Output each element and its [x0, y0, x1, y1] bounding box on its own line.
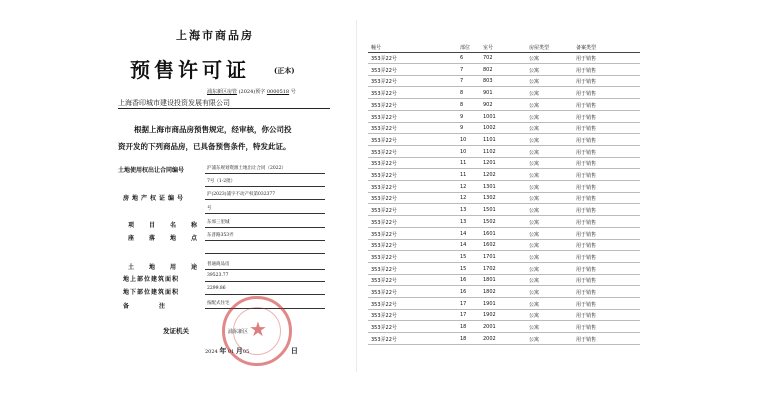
- cell-type: 公寓: [529, 149, 540, 156]
- table-row: [368, 123, 648, 134]
- field-line: [205, 213, 325, 214]
- cell-filing: 用于销售: [576, 184, 597, 191]
- table-row: [368, 334, 648, 345]
- cell-room: 1601: [483, 230, 496, 237]
- cell-type: 公寓: [529, 290, 540, 296]
- cell-type: 公寓: [529, 231, 540, 238]
- cell-type: 公寓: [529, 266, 540, 273]
- cell-building: 353弄22号: [371, 91, 397, 98]
- cell-filing: 用于销售: [576, 266, 597, 273]
- cell-filing: 用于销售: [576, 254, 597, 261]
- cell-building: 353弄22号: [371, 243, 397, 250]
- date-year-word: 年: [219, 346, 227, 355]
- table-row: [368, 252, 648, 263]
- table-row: [368, 275, 648, 286]
- cell-filing: 用于销售: [576, 336, 597, 343]
- field-value-deed: 沪(2023)浦字不动产权第032377: [207, 192, 276, 197]
- cell-type: 公寓: [529, 173, 540, 179]
- cell-floor: 15: [460, 253, 467, 260]
- cell-floor: 15: [460, 265, 467, 272]
- date-day-word: 日: [290, 346, 298, 355]
- field-value-deed-2: 号: [207, 206, 212, 211]
- field-line: [205, 281, 325, 282]
- table-row: [368, 135, 648, 146]
- cell-floor: 14: [460, 242, 467, 249]
- cell-room: 1001: [483, 113, 496, 120]
- field-line: [205, 227, 325, 228]
- field-label-project: 项目名称: [128, 222, 213, 229]
- page-fold: [356, 20, 357, 372]
- cell-type: 公寓: [529, 137, 540, 144]
- cell-building: 353弄22号: [371, 208, 397, 215]
- cell-room: 902: [483, 101, 493, 108]
- field-label-contract: 土地使用权出让合同编号: [118, 167, 185, 174]
- cell-room: 901: [483, 90, 493, 97]
- cell-filing: 用于销售: [576, 231, 597, 238]
- cell-room: 1301: [483, 183, 496, 190]
- table-row: [368, 158, 648, 169]
- cell-type: 公寓: [529, 208, 540, 215]
- table-row: [368, 76, 648, 87]
- serial-prefix: 浦东新区房管: [207, 89, 238, 95]
- cell-filing: 用于销售: [576, 149, 597, 156]
- table-row: [368, 147, 648, 158]
- date-month: 01: [227, 349, 235, 355]
- cell-floor: 8: [460, 101, 464, 108]
- cell-type: 公寓: [529, 243, 540, 250]
- field-line: [205, 269, 325, 270]
- cell-room: 1801: [483, 277, 496, 284]
- table-row: [368, 182, 648, 193]
- cell-type: 公寓: [529, 56, 540, 62]
- field-value-project: 东郊三里城: [207, 220, 230, 225]
- cell-type: 公寓: [529, 114, 540, 121]
- cell-building: 353弄22号: [371, 231, 397, 238]
- cell-floor: 7: [460, 78, 464, 85]
- cell-building: 353弄22号: [371, 266, 397, 273]
- cell-building: 353弄22号: [371, 173, 397, 179]
- cell-building: 353弄22号: [371, 161, 397, 168]
- cell-type: 公寓: [529, 325, 540, 332]
- field-label-deed: 房地产权证编号: [123, 195, 187, 202]
- cell-room: 2001: [483, 324, 496, 331]
- serial-number: 0000518: [266, 89, 290, 95]
- cell-building: 353弄22号: [371, 278, 397, 285]
- cell-filing: 用于销售: [576, 56, 597, 62]
- cell-floor: 17: [460, 312, 467, 319]
- cell-type: 公寓: [529, 79, 540, 86]
- field-value-notes: 按配式住宅: [207, 301, 230, 306]
- cell-type: 公寓: [529, 126, 540, 133]
- cell-building: 353弄22号: [371, 313, 397, 320]
- field-line: [205, 186, 325, 187]
- field-label-location: 座落地点: [128, 235, 213, 242]
- cell-building: 353弄22号: [371, 184, 397, 191]
- cell-room: 2002: [483, 335, 496, 342]
- certificate-title: 预售许可证: [130, 58, 250, 82]
- certificate-title-suffix: (正本): [274, 66, 295, 75]
- cell-building: 353弄22号: [371, 79, 397, 86]
- cell-floor: 10: [460, 136, 467, 143]
- cell-floor: 13: [460, 207, 467, 214]
- cell-room: 1202: [483, 172, 496, 178]
- cell-filing: 用于销售: [576, 126, 597, 133]
- cell-floor: 11: [460, 172, 467, 178]
- certificate-paragraph-line2: 资开发的下列商品房，已具备预售条件，特发此证。: [118, 142, 291, 151]
- cell-filing: 用于销售: [576, 313, 597, 320]
- cell-floor: 9: [460, 125, 464, 132]
- cell-building: 353弄22号: [371, 219, 397, 226]
- cell-building: 353弄22号: [371, 325, 397, 332]
- field-value-above-area: 39523.77: [207, 273, 229, 278]
- issue-date: [205, 346, 298, 356]
- cell-filing: 用于销售: [576, 79, 597, 86]
- serial-year: (2024: [238, 89, 254, 95]
- table-header-filing: 备案类型: [576, 45, 597, 51]
- table-row: [368, 229, 648, 240]
- table-row: [368, 205, 648, 216]
- table-header-building: 幢号: [371, 45, 382, 51]
- cell-type: 公寓: [529, 161, 540, 168]
- cell-building: 353弄22号: [371, 196, 397, 203]
- field-value-location: 东普路353弄: [207, 233, 234, 238]
- cell-filing: 用于销售: [576, 290, 597, 296]
- cell-floor: 11: [460, 160, 467, 167]
- table-row: [368, 322, 648, 333]
- cell-building: 353弄22号: [371, 126, 397, 133]
- cell-type: 公寓: [529, 219, 540, 226]
- certificate-serial: [207, 88, 296, 95]
- cell-type: 公寓: [529, 91, 540, 98]
- table-header-type: 房屋类型: [529, 45, 550, 51]
- cell-room: 1101: [483, 136, 496, 143]
- company-name: 上海香印城市建设投资发展有限公司: [118, 99, 230, 107]
- cell-type: 公寓: [529, 301, 540, 308]
- seal-star-icon: ★: [249, 317, 267, 341]
- table-header-room: 室号: [483, 45, 494, 51]
- serial-suffix: 号: [290, 89, 296, 95]
- table-row: [368, 299, 648, 310]
- cell-building: 353弄22号: [371, 102, 397, 109]
- cell-room: 803: [483, 78, 493, 85]
- cell-type: 公寓: [529, 313, 540, 320]
- cell-type: 公寓: [529, 336, 540, 343]
- cell-room: 1901: [483, 300, 496, 307]
- cell-floor: 12: [460, 183, 467, 190]
- cell-filing: 用于销售: [576, 278, 597, 285]
- table-row: [368, 217, 648, 228]
- cell-type: 公寓: [529, 102, 540, 109]
- field-value-contract: 沪浦东规划资源土地出让合同（2022）: [207, 166, 286, 171]
- cell-room: 1602: [483, 242, 496, 249]
- cell-room: 1302: [483, 195, 496, 202]
- cell-room: 1702: [483, 265, 496, 272]
- cell-room: 1201: [483, 160, 496, 167]
- cell-filing: 用于销售: [576, 219, 597, 226]
- cell-filing: 用于销售: [576, 243, 597, 250]
- company-underline: [118, 108, 330, 109]
- cell-floor: 17: [460, 300, 467, 307]
- cell-type: 公寓: [529, 278, 540, 285]
- field-line: [205, 199, 325, 200]
- field-line: [205, 253, 325, 254]
- cell-building: 353弄22号: [371, 301, 397, 308]
- cell-room: 1701: [483, 253, 496, 260]
- cell-building: 353弄22号: [371, 137, 397, 144]
- cell-building: 353弄22号: [371, 56, 397, 62]
- table-row: [368, 53, 648, 64]
- table-row: [368, 112, 648, 123]
- table-row: [368, 88, 648, 99]
- cell-room: 1501: [483, 207, 496, 214]
- cell-floor: 9: [460, 113, 464, 120]
- table-row: [368, 264, 648, 275]
- cell-building: 353弄22号: [371, 336, 397, 343]
- table-row: [368, 100, 648, 111]
- cell-building: 353弄22号: [371, 254, 397, 261]
- cell-room: 702: [483, 55, 493, 61]
- field-value-land-use: 普通商品房: [207, 262, 230, 267]
- cell-room: 1102: [483, 148, 496, 155]
- serial-word: )预字: [253, 89, 266, 95]
- cell-filing: 用于销售: [576, 137, 597, 144]
- cell-floor: 12: [460, 195, 467, 202]
- certificate-paragraph-line1: 根据上海市商品房预售规定，经审核，你公司投: [134, 125, 292, 134]
- cell-type: 公寓: [529, 67, 540, 74]
- cell-room: 1802: [483, 289, 496, 295]
- cell-building: 353弄22号: [371, 114, 397, 121]
- cell-floor: 13: [460, 218, 467, 225]
- table-row: [368, 170, 648, 181]
- cell-building: 353弄22号: [371, 67, 397, 74]
- field-label-notes: 备注: [123, 303, 196, 310]
- cell-filing: 用于销售: [576, 325, 597, 332]
- cell-floor: 6: [460, 55, 464, 61]
- cell-filing: 用于销售: [576, 208, 597, 215]
- cell-type: 公寓: [529, 196, 540, 203]
- table-row: [368, 310, 648, 321]
- cell-building: 353弄22号: [371, 290, 397, 296]
- date-year: 2024: [205, 349, 218, 355]
- field-label-land-use: 土地用途: [128, 264, 213, 271]
- cell-filing: 用于销售: [576, 102, 597, 109]
- row-divider: [368, 344, 640, 345]
- field-line: [205, 240, 325, 241]
- cell-type: 公寓: [529, 184, 540, 191]
- table-row: [368, 240, 648, 251]
- certificate-title-line1: 上海市商品房: [176, 29, 254, 42]
- table-row: [368, 287, 648, 298]
- table-row: [368, 65, 648, 76]
- cell-floor: 16: [460, 277, 467, 284]
- table-header-floor: 部位: [460, 45, 471, 51]
- cell-floor: 10: [460, 148, 467, 155]
- cell-room: 802: [483, 66, 493, 73]
- cell-room: 1502: [483, 218, 496, 225]
- field-line: [205, 173, 325, 174]
- cell-filing: 用于销售: [576, 114, 597, 121]
- field-line: [205, 294, 325, 295]
- table-row: [368, 193, 648, 204]
- cell-filing: 用于销售: [576, 91, 597, 98]
- field-label-above-area: 地上部位建筑面积: [123, 276, 180, 283]
- cell-building: 353弄22号: [371, 149, 397, 156]
- date-day: 05: [242, 349, 250, 355]
- cell-floor: 7: [460, 66, 464, 73]
- cell-filing: 用于销售: [576, 301, 597, 308]
- cell-floor: 8: [460, 90, 464, 97]
- field-value-below-area: 2299.86: [207, 286, 226, 291]
- cell-filing: 用于销售: [576, 67, 597, 74]
- cell-floor: 18: [460, 335, 467, 342]
- cell-room: 1902: [483, 312, 496, 319]
- issuer-value: 浦东新区: [228, 329, 249, 335]
- cell-filing: 用于销售: [576, 196, 597, 203]
- cell-floor: 18: [460, 324, 467, 331]
- cell-floor: 16: [460, 289, 467, 295]
- cell-room: 1002: [483, 125, 496, 132]
- date-month-word: 月: [235, 346, 243, 355]
- issuer-label: 发证机关: [163, 327, 189, 335]
- cell-filing: 用于销售: [576, 161, 597, 168]
- cell-filing: 用于销售: [576, 173, 597, 179]
- field-label-below-area: 地下部位建筑面积: [123, 289, 180, 296]
- cell-floor: 14: [460, 230, 467, 237]
- cell-type: 公寓: [529, 254, 540, 261]
- field-value-contract-2: 7号（1-2批）: [207, 179, 236, 184]
